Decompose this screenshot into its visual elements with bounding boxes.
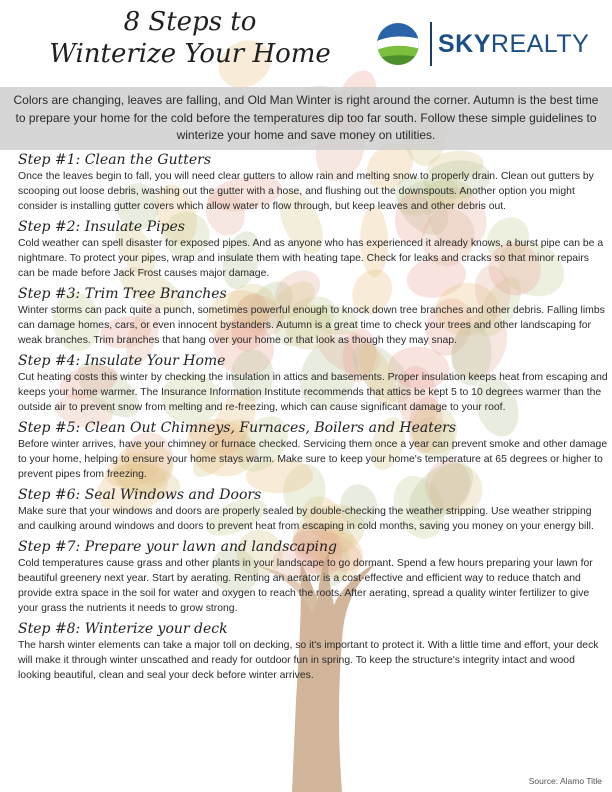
step-heading: Step #8: Winterize your deck	[18, 621, 228, 637]
step-heading: Step #7: Prepare your lawn and landscaping	[18, 539, 337, 555]
step-1	[18, 151, 608, 214]
step-heading: Step #4: Insulate Your Home	[18, 353, 226, 369]
step-heading: Step #1: Clean the Gutters	[18, 152, 211, 168]
step-body: Winter storms can pack quite a punch, sometimes powerful enough to knock down tree branches and other debris. Falling limbs can damage homes, cars, or even innocent bystanders. Autumn is a great time to check your trees and other landscaping for weak branches. Trim branches that hang over your home or that look as though they may snap.	[18, 305, 605, 346]
logo-divider	[430, 22, 432, 66]
intro-text: Colors are changing, leaves are falling, and Old Man Winter is right around the corner. Autumn is the best time to prepare your home for the cold before the temperatures dip too far south. Follow these simple guidelines to winterize your home and save money on utilities.	[13, 93, 599, 142]
logo-wordmark	[438, 30, 589, 59]
step-heading: Step #2: Insulate Pipes	[18, 219, 185, 235]
sky-realty-landscape-icon	[372, 22, 424, 66]
step-body: Make sure that your windows and doors are properly sealed by double-checking the weather stripping. Use weather stripping and caulking around windows and doors to prevent heat from escaping in cold months, saving you money on your energy bill.	[18, 506, 594, 532]
page-title	[20, 6, 360, 70]
step-heading: Step #3: Trim Tree Branches	[18, 286, 227, 302]
title-line-2: Winterize Your Home	[49, 39, 331, 69]
sky-realty-logo	[372, 18, 597, 70]
step-heading: Step #5: Clean Out Chimneys, Furnaces, Boilers and Heaters	[18, 420, 457, 436]
steps-list	[18, 151, 608, 687]
step-3	[18, 285, 608, 348]
step-body: Cold temperatures cause grass and other plants in your landscape to go dormant. Spend a few hours preparing your lawn for beautiful greenery next year. Start by aerating. Renting an aerator is a cost-effective and efficient way to reduce thatch and provide extra space in the soil for water and oxygen to reach the roots. After aerating, spread a quality winter fertilizer to give your grass the nutrients it needs to grow strong.	[18, 558, 593, 614]
step-2	[18, 218, 608, 281]
step-body: Cut heating costs this winter by checking the insulation in attics and basements. Proper insulation keeps heat from escaping and keeps your home warmer. The Insurance Information Institute recommends that attics be kept 5 to 10 degrees warmer than the outside air to prevent snow from melting and re-freezing, which can cause significant damage to your roof.	[18, 372, 608, 413]
step-body: Cold weather can spell disaster for exposed pipes. And as anyone who has experienced it already knows, a burst pipe can be a nightmare. To protect your pipes, wrap and insulate them with heating tape. Check for leaks and cracks so that minor repairs can be made before Jack Frost causes major damage.	[18, 238, 604, 279]
source-credit: Source: Alamo Title	[528, 776, 602, 786]
step-body: Once the leaves begin to fall, you will need clear gutters to allow rain and melting snow to properly drain. Clean out gutters by scooping out loose debris, washing out the gutter with a hose, and flushing out the downspouts. Another option you might consider is installing gutter covers which allow water to flow through, but keep leaves and other debris out.	[18, 171, 594, 212]
step-6	[18, 486, 608, 534]
step-body: The harsh winter elements can take a major toll on decking, so it's important to protect it. With a little time and effort, your deck will make it through winter unscathed and ready for outdoor fun in spring. To keep the structure's integrity intact and wood looking beautiful, clean and seal your deck before winter arrives.	[18, 640, 599, 681]
step-heading: Step #6: Seal Windows and Doors	[18, 487, 262, 503]
logo-text-sky: SKY	[438, 30, 491, 58]
step-7	[18, 538, 608, 616]
step-5	[18, 419, 608, 482]
step-8	[18, 620, 608, 683]
title-line-1: 8 Steps to	[123, 7, 257, 37]
intro-banner	[0, 87, 612, 150]
step-body: Before winter arrives, have your chimney or furnace checked. Servicing them once a year can prevent smoke and other damage to your home, helping to ensure your home stays warm. Make sure to keep your home's temperature at 65 degrees or higher to prevent pipes from freezing.	[18, 439, 608, 480]
step-4	[18, 352, 608, 415]
logo-text-realty: REALTY	[490, 30, 590, 58]
